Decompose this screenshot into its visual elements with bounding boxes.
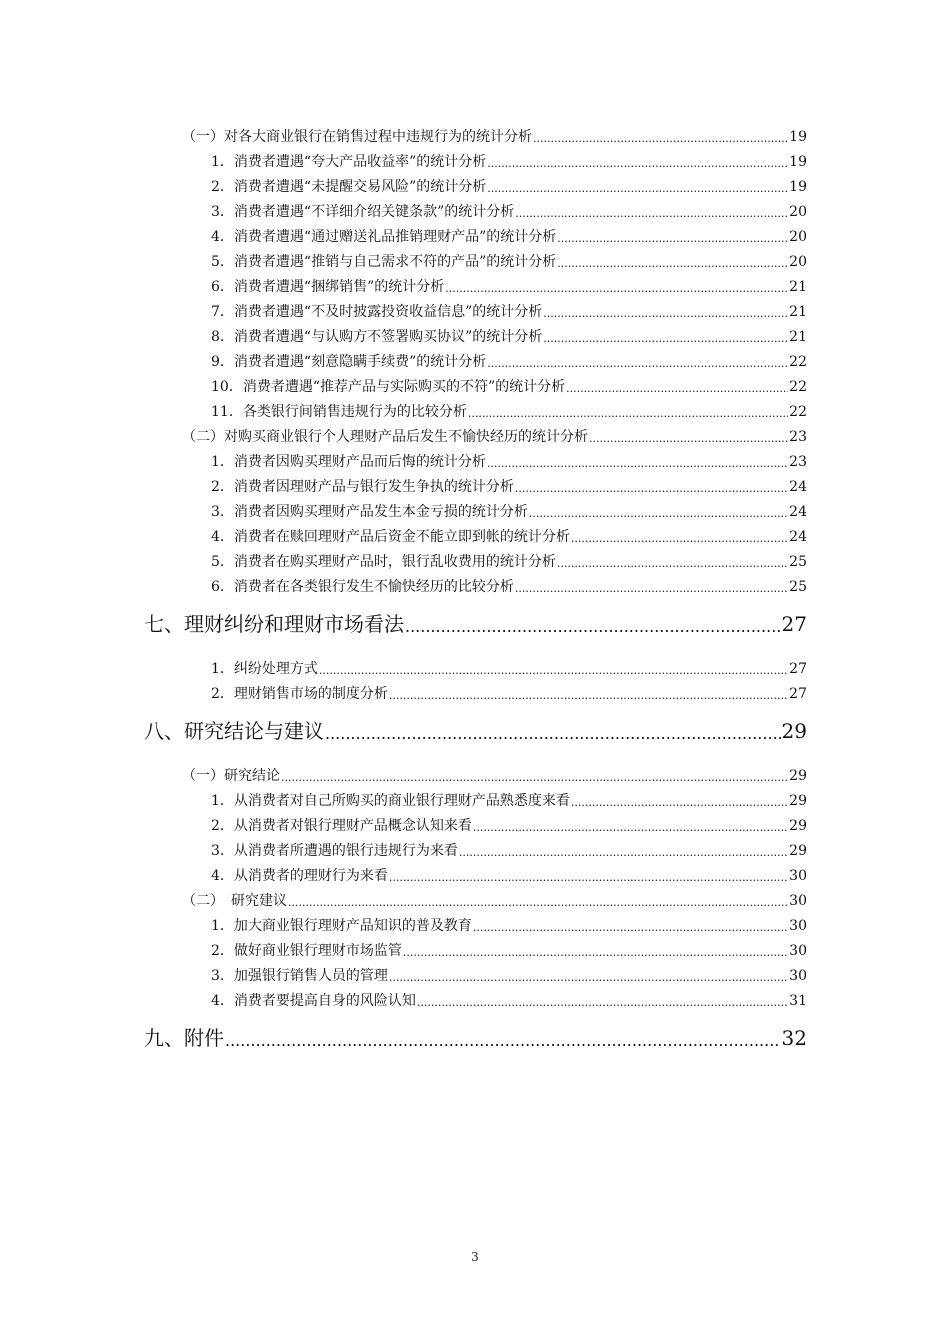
dot-leader (281, 771, 788, 785)
dot-leader (473, 921, 788, 935)
toc-entry-label: （二）对购买商业银行个人理财产品后发生不愉快经历的统计分析 (182, 429, 588, 445)
toc-entry[interactable] (211, 253, 807, 271)
toc-entry-label: 3．加强银行销售人员的管理 (211, 968, 388, 984)
dot-leader (529, 507, 788, 521)
toc-entry[interactable] (211, 842, 807, 860)
toc-entry-page: 29 (789, 843, 807, 859)
toc-entry-label: 4．从消费者的理财行为来看 (211, 868, 388, 884)
toc-entry[interactable] (182, 128, 807, 146)
toc-entry-page: 30 (789, 918, 807, 934)
toc-entry-page: 31 (789, 993, 807, 1009)
toc-entry-label: 8．消费者遭遇“与认购方不签署购买协议”的统计分析 (211, 329, 543, 345)
toc-entry-label: 6．消费者在各类银行发生不愉快经历的比较分析 (211, 579, 514, 595)
toc-entry[interactable] (211, 867, 807, 885)
dot-leader (543, 307, 788, 321)
toc-entry[interactable] (211, 917, 807, 935)
toc-entry-label: （一）研究结论 (182, 768, 280, 784)
dot-leader (325, 724, 781, 744)
toc-entry-page: 24 (789, 504, 807, 520)
toc-entry[interactable] (211, 453, 807, 471)
toc-entry-label: 3．从消费者所遭遇的银行违规行为来看 (211, 843, 458, 859)
toc-entry[interactable] (182, 892, 807, 910)
toc-entry-page: 21 (789, 304, 807, 320)
toc-entry-page: 27 (789, 686, 807, 702)
toc-entry[interactable] (211, 178, 807, 196)
toc-entry-label: 4．消费者要提高自身的风险认知 (211, 993, 416, 1009)
toc-entry-page: 30 (789, 943, 807, 959)
toc-entry[interactable] (211, 228, 807, 246)
toc-entry[interactable] (211, 353, 807, 371)
toc-entry[interactable] (211, 478, 807, 496)
toc-entry[interactable] (211, 278, 807, 296)
toc-entry-page: 25 (789, 554, 807, 570)
toc-entry-label: 2．理财销售市场的制度分析 (211, 686, 388, 702)
toc-chapter-entry[interactable] (144, 718, 807, 744)
toc-entry-page: 30 (789, 968, 807, 984)
toc-entry-label: 1．消费者遭遇“夸大产品收益率”的统计分析 (211, 154, 487, 170)
dot-leader (487, 157, 788, 171)
dot-leader (389, 689, 788, 703)
toc-entry-label: 11．各类银行间销售违规行为的比较分析 (211, 404, 467, 420)
toc-entry[interactable] (211, 660, 807, 678)
toc-entry-label: 1．纠纷处理方式 (211, 661, 318, 677)
dot-leader (445, 282, 788, 296)
toc-entry-page: 23 (789, 429, 807, 445)
toc-entry-page: 23 (789, 454, 807, 470)
dot-leader (389, 971, 788, 985)
toc-entry-label: 5．消费者遭遇“推销与自己需求不符的产品”的统计分析 (211, 254, 557, 270)
toc-entry-page: 30 (789, 868, 807, 884)
toc-entry-page: 22 (789, 354, 807, 370)
toc-entry-label: （一）对各大商业银行在销售过程中违规行为的统计分析 (182, 129, 532, 145)
toc-entry-page: 32 (781, 1026, 807, 1050)
dot-leader (515, 207, 788, 221)
toc-entry[interactable] (211, 685, 807, 703)
toc-entry-label: 2．从消费者对银行理财产品概念认知来看 (211, 818, 472, 834)
toc-entry-label: 4．消费者遭遇“通过赠送礼品推销理财产品”的统计分析 (211, 229, 557, 245)
toc-entry[interactable] (211, 553, 807, 571)
toc-entry[interactable] (211, 942, 807, 960)
dot-leader (566, 382, 788, 396)
dot-leader (468, 407, 788, 421)
toc-entry-label: 5．消费者在购买理财产品时，银行乱收费用的统计分析 (211, 554, 556, 570)
toc-entry-label: 2．消费者遭遇“未提醒交易风险”的统计分析 (211, 179, 487, 195)
toc-entry[interactable] (211, 528, 807, 546)
toc-entry-label: 7．消费者遭遇“不及时披露投资收益信息”的统计分析 (211, 304, 543, 320)
dot-leader (417, 996, 788, 1010)
toc-entry[interactable] (211, 967, 807, 985)
toc-entry-page: 20 (789, 229, 807, 245)
toc-entry[interactable] (211, 817, 807, 835)
dot-leader (533, 132, 788, 146)
dot-leader (557, 257, 788, 271)
toc-entry-page: 29 (789, 793, 807, 809)
dot-leader (589, 432, 788, 446)
toc-entry[interactable] (211, 378, 807, 396)
toc-entry[interactable] (211, 792, 807, 810)
toc-entry[interactable] (182, 767, 807, 785)
toc-entry-label: 3．消费者因购买理财产品发生本金亏损的统计分析 (211, 504, 528, 520)
toc-entry-page: 19 (789, 154, 807, 170)
dot-leader (225, 1031, 781, 1051)
toc-entry-label: （二） 研究建议 (182, 893, 287, 909)
toc-entry-label: 9．消费者遭遇“刻意隐瞒手续费”的统计分析 (211, 354, 487, 370)
toc-entry-page: 27 (781, 612, 807, 636)
dot-leader (515, 482, 788, 496)
toc-entry[interactable] (211, 578, 807, 596)
page-number: 3 (471, 1250, 479, 1264)
dot-leader (571, 532, 788, 546)
toc-entry-page: 27 (789, 661, 807, 677)
toc-entry-label: 八、研究结论与建议 (144, 719, 324, 743)
toc-chapter-entry[interactable] (144, 611, 807, 637)
toc-entry-page: 20 (789, 204, 807, 220)
toc-entry-label: 4．消费者在赎回理财产品后资金不能立即到帐的统计分析 (211, 529, 570, 545)
toc-entry[interactable] (211, 328, 807, 346)
toc-entry-page: 19 (789, 179, 807, 195)
toc-entry-page: 20 (789, 254, 807, 270)
toc-entry[interactable] (211, 403, 807, 421)
toc-entry-label: 1．消费者因购买理财产品而后悔的统计分析 (211, 454, 486, 470)
dot-leader (487, 357, 788, 371)
toc-entry-label: 3．消费者遭遇“不详细介绍关键条款”的统计分析 (211, 204, 515, 220)
dot-leader (515, 582, 788, 596)
toc-entry-page: 29 (789, 768, 807, 784)
dot-leader (403, 946, 788, 960)
dot-leader (557, 557, 788, 571)
toc-entry[interactable] (211, 992, 807, 1010)
toc-entry-page: 29 (789, 818, 807, 834)
toc-entry-page: 22 (789, 379, 807, 395)
toc-entry-label: 九、附件 (144, 1026, 224, 1050)
toc-entry-label: 1．加大商业银行理财产品知识的普及教育 (211, 918, 472, 934)
dot-leader (288, 896, 788, 910)
toc-entry-label: 2．做好商业银行理财市场监管 (211, 943, 402, 959)
toc-entry-page: 25 (789, 579, 807, 595)
toc-entry-label: 1．从消费者对自己所购买的商业银行理财产品熟悉度来看 (211, 793, 570, 809)
toc-entry[interactable] (182, 428, 807, 446)
toc-chapter-entry[interactable] (144, 1025, 807, 1051)
dot-leader (319, 664, 788, 678)
toc-entry-page: 24 (789, 529, 807, 545)
dot-leader (487, 182, 788, 196)
dot-leader (459, 846, 788, 860)
dot-leader (473, 821, 788, 835)
toc-entry-page: 29 (781, 719, 807, 743)
toc-entry-label: 2．消费者因理财产品与银行发生争执的统计分析 (211, 479, 514, 495)
toc-entry-page: 19 (789, 129, 807, 145)
toc-entry-label: 10．消费者遭遇“推荐产品与实际购买的不符”的统计分析 (211, 379, 566, 395)
toc-entry-label: 七、理财纠纷和理财市场看法 (144, 612, 404, 636)
toc-entry[interactable] (211, 153, 807, 171)
toc-entry-page: 21 (789, 329, 807, 345)
toc-entry-page: 21 (789, 279, 807, 295)
dot-leader (543, 332, 788, 346)
toc-entry[interactable] (211, 503, 807, 521)
toc-entry[interactable] (211, 203, 807, 221)
toc-entry[interactable] (211, 303, 807, 321)
dot-leader (557, 232, 788, 246)
dot-leader (405, 617, 781, 637)
toc-entry-page: 22 (789, 404, 807, 420)
dot-leader (571, 796, 788, 810)
toc-entry-page: 24 (789, 479, 807, 495)
toc-entry-page: 30 (789, 893, 807, 909)
dot-leader (389, 871, 788, 885)
toc-entry-label: 6．消费者遭遇“捆绑销售”的统计分析 (211, 279, 445, 295)
dot-leader (487, 457, 788, 471)
